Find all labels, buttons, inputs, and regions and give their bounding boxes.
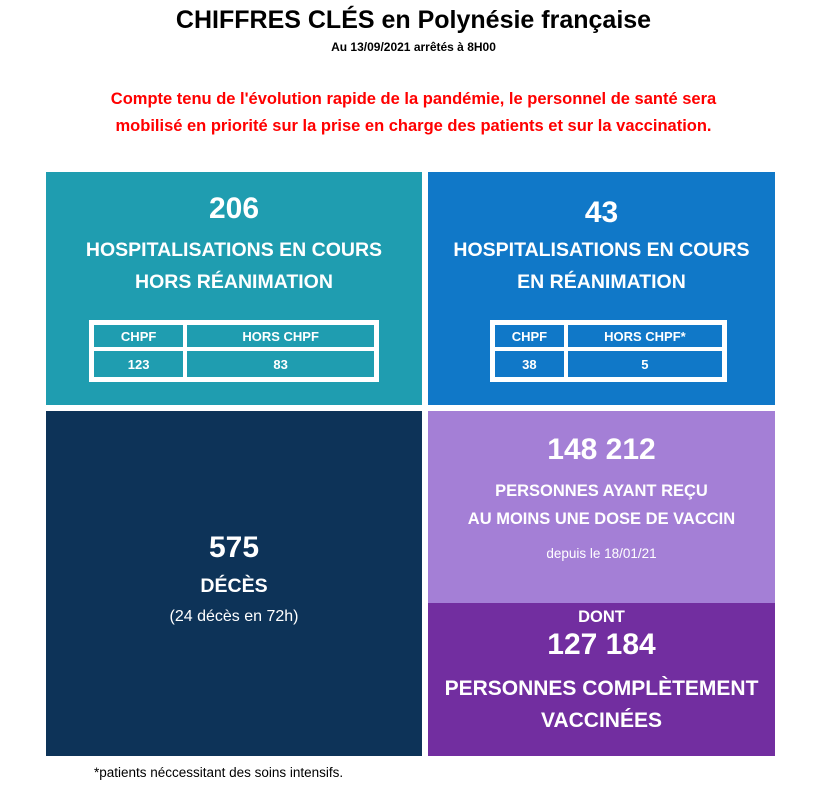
table-header-chpf: CHPF [92,323,185,349]
page-subtitle: Au 13/09/2021 arrêtés à 8H00 [331,40,496,54]
hosp-hors-rea-value: 206 [208,192,260,225]
vaccination-label-2: AU MOINS UNE DOSE DE VACCIN [467,510,736,528]
hosp-hors-rea-label-1: HOSPITALISATIONS EN COURS [85,239,383,261]
table-header-chpf: CHPF [493,323,566,349]
hosp-hors-rea-table [89,320,379,382]
table-header-hors-chpf: HORS CHPF* [566,323,724,349]
page-title: CHIFFRES CLÉS en Polynésie française [175,6,652,34]
vaccination-label [428,477,775,533]
table-value-chpf: 38 [493,349,566,379]
table-header-hors-chpf: HORS CHPF [185,323,376,349]
vaccination-since: depuis le 18/01/21 [546,546,657,561]
fully-vaccinated-tile [428,603,775,756]
table-value-hors-chpf: 83 [185,349,376,379]
hosp-rea-tile [428,172,775,405]
hosp-rea-label-2: EN RÉANIMATION [517,271,686,293]
table-value-hors-chpf: 5 [566,349,724,379]
hosp-rea-label-1: HOSPITALISATIONS EN COURS [453,239,750,261]
vaccination-value: 148 212 [547,433,656,466]
hosp-hors-rea-label-2: HORS RÉANIMATION [135,271,333,293]
warning-line-2: mobilisé en priorité sur la prise en charge des patients et sur la vaccination. [115,117,712,135]
fully-vaccinated-value: 127 184 [547,628,656,661]
deces-value: 575 [208,531,260,564]
hosp-rea-value: 43 [584,196,619,229]
vaccination-label-1: PERSONNES AYANT REÇU [495,482,708,500]
warning-line-1: Compte tenu de l'évolution rapide de la pandémie, le personnel de santé sera [110,90,717,108]
table-value-chpf: 123 [92,349,185,379]
deces-detail: (24 décès en 72h) [169,608,299,625]
hosp-rea-table [490,320,727,382]
vaccination-tile [428,411,775,603]
fully-vaccinated-label-1: PERSONNES COMPLÈTEMENT [444,677,759,700]
footnote: *patients néccessitant des soins intensifs. [94,765,344,780]
fully-vaccinated-prefix: DONT [578,608,625,626]
hosp-hors-rea-tile [46,172,422,405]
deces-tile [46,411,422,756]
fully-vaccinated-label-2: VACCINÉES [541,709,662,732]
deces-label: DÉCÈS [200,575,268,597]
warning-message [40,86,787,140]
